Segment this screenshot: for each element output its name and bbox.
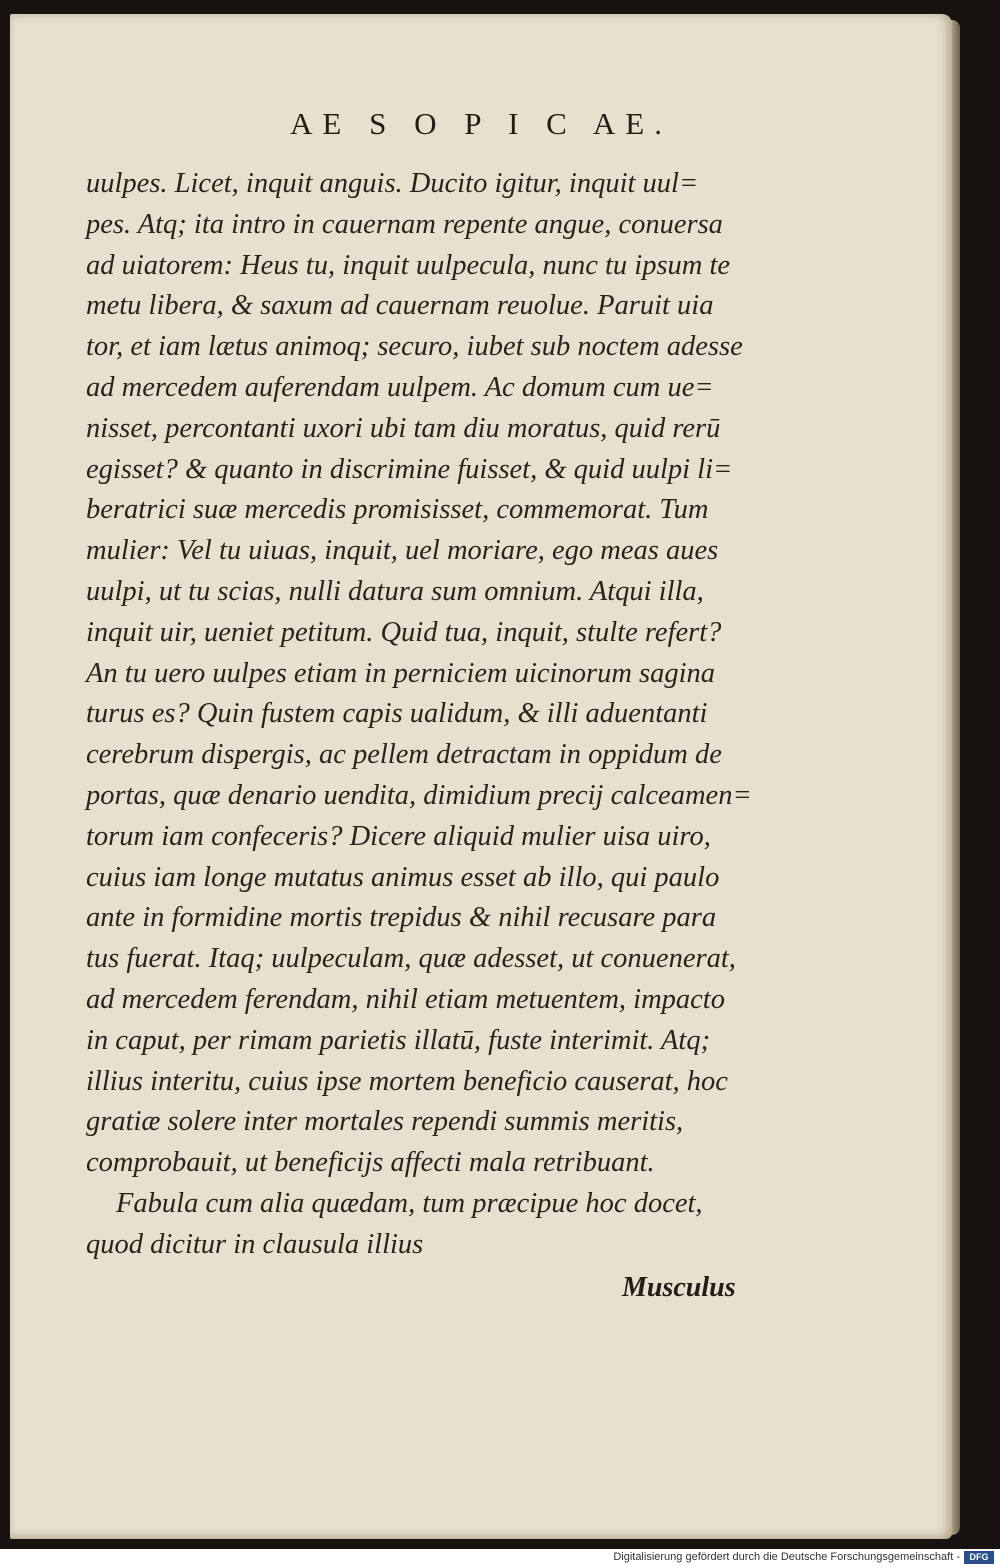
text-line: beratrici suæ mercedis promisisset, commemorat. Tum [86, 494, 709, 526]
dfg-logo-icon: DFG [964, 1551, 994, 1564]
text-line: inquit uir, ueniet petitum. Quid tua, inquit, stulte refert? [86, 616, 722, 648]
footer-bar [0, 1549, 1000, 1567]
text-line: turus es? Quin fustem capis ualidum, & illi aduentanti [86, 698, 708, 730]
text-line: mulier: Vel tu uiuas, inquit, uel moriare, ego meas aues [86, 535, 719, 567]
text-line: Fabula cum alia quædam, tum præcipue hoc docet, [116, 1187, 703, 1219]
text-line: portas, quæ denario uendita, dimidium precij calceamen= [86, 779, 752, 811]
text-line: in caput, per rimam parietis illatū, fuste interimit. Atq; [86, 1024, 711, 1056]
body-text [86, 164, 766, 1266]
funding-credit: Digitalisierung gefördert durch die Deutsche Forschungsgemeinschaft - [613, 1551, 960, 1563]
text-line: quod dicitur in clausula illius [86, 1228, 424, 1260]
text-line: metu libera, & saxum ad cauernam reuolue. Paruit uia [86, 290, 714, 322]
text-line: ad uiatorem: Heus tu, inquit uulpecula, nunc tu ipsum te [86, 249, 731, 281]
text-line: tus fuerat. Itaq; uulpeculam, quæ adesset, ut conuenerat, [86, 943, 736, 975]
book-page [10, 14, 952, 1539]
text-line: uulpi, ut tu scias, nulli datura sum omnium. Atqui illa, [86, 575, 704, 607]
text-line: cuius iam longe mutatus animus esset ab illo, qui paulo [86, 861, 720, 893]
text-line: ante in formidine mortis trepidus & nihil recusare para [86, 902, 717, 934]
text-line: cerebrum dispergis, ac pellem detractam in oppidum de [86, 739, 722, 771]
text-line: uulpes. Licet, inquit anguis. Ducito igitur, inquit uul= [86, 168, 699, 199]
text-line: egisset? & quanto in discrimine fuisset, & quid uulpi li= [86, 453, 733, 485]
catchword: Musculus [622, 1272, 736, 1303]
text-line: An tu uero uulpes etiam in perniciem uicinorum sagina [86, 657, 716, 689]
text-line: tor, et iam lætus animoq; securo, iubet sub noctem adesse [86, 331, 743, 363]
text-line: ad mercedem auferendam uulpem. Ac domum cum ue= [86, 371, 714, 403]
text-line: pes. Atq; ita intro in cauernam repente angue, conuersa [86, 208, 723, 240]
text-line: illius interitu, cuius ipse mortem beneficio causerat, hoc [86, 1065, 728, 1097]
text-line: nisset, percontanti uxori ubi tam diu moratus, quid rerū [86, 412, 721, 444]
text-line: ad mercedem ferendam, nihil etiam metuentem, impacto [86, 983, 725, 1015]
running-head: AE S O P I C AE. [290, 106, 672, 141]
text-line: comprobauit, ut beneficijs affecti mala retribuant. [86, 1147, 655, 1179]
text-line: gratiæ solere inter mortales rependi summis meritis, [86, 1106, 684, 1138]
text-line: torum iam confeceris? Dicere aliquid mulier uisa uiro, [86, 820, 711, 852]
